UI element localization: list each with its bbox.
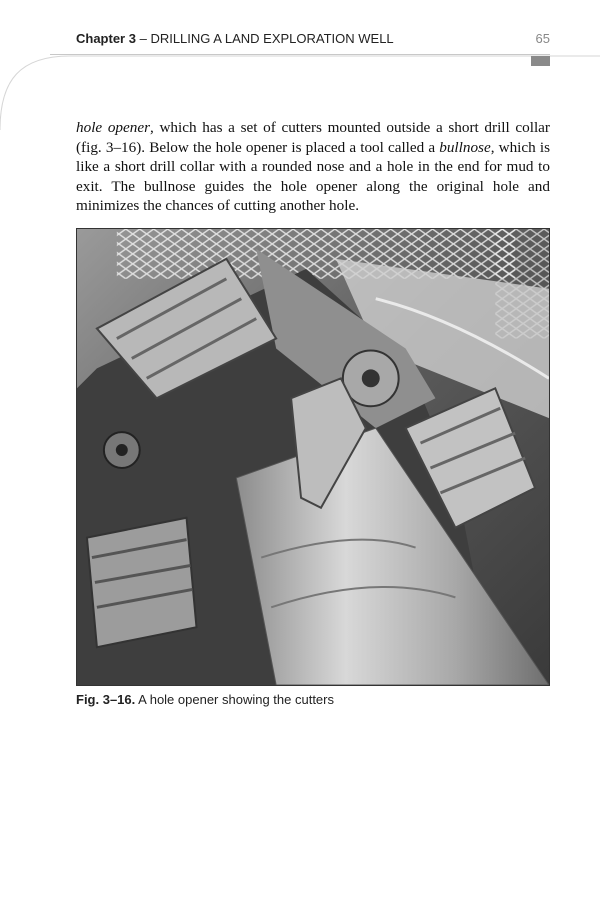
cutter-bottom-left bbox=[87, 518, 197, 647]
figure-caption bbox=[76, 692, 550, 707]
header-rule bbox=[50, 54, 550, 55]
figure-photo bbox=[76, 228, 550, 686]
body-text-2: , which is like a short drill collar with a rounded nose and a hole in the end for mud to exit. The bullnose guides the hole opener along the original hole and minimizes the chances of cutting another hole. bbox=[76, 138, 550, 214]
body-paragraph bbox=[76, 118, 550, 216]
chapter-title: DRILLING A LAND EXPLORATION WELL bbox=[150, 31, 394, 46]
page-number: 65 bbox=[535, 31, 550, 46]
chapter-label: Chapter 3 bbox=[76, 31, 136, 46]
header-tab-marker bbox=[531, 56, 550, 66]
hole-opener-photo bbox=[77, 229, 549, 685]
figure-caption-text: A hole opener showing the cutters bbox=[135, 692, 334, 707]
body-text-1: , which has a set of cutters mounted outside a short drill collar (fig. 3–16). Below the hole opener is placed a tool called a bbox=[76, 119, 550, 156]
running-header bbox=[76, 31, 550, 49]
term-hole-opener: hole opener bbox=[76, 119, 150, 136]
term-bullnose: bullnose bbox=[439, 138, 491, 156]
figure-label: Fig. 3–16. bbox=[76, 692, 136, 707]
header-separator: – bbox=[135, 31, 151, 46]
